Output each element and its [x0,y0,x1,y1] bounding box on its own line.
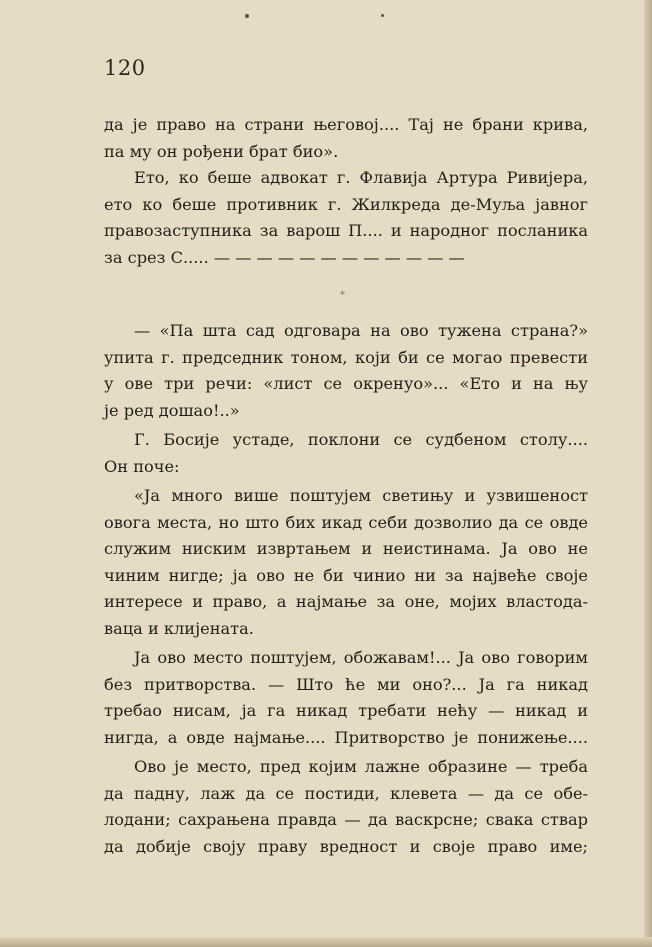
text-line: упита г. председник тоном, који би се могао превести [104,347,588,367]
text-line: да добије своју праву вредност и своје право име; [104,836,588,856]
text-line: служим ниским извртањем и неистинама. Ја ово не [104,539,588,558]
text-line: лодани; сахрањена правда — да васкрсне; свака ствар [104,810,588,829]
text-line: чиним нигде; ја ово не би чинио ни за највеће своје [104,565,588,585]
text-line: без притворства. — Што ће ми оно?... Ја га никад [104,674,588,694]
text-line: Г. Босије устаде, поклони се судбеном столу.... [134,430,588,449]
page-edge-shadow-right [644,0,652,947]
paper-speck [381,14,384,17]
text-line: да падну, лаж да се постиди, клевета — да се обе- [104,783,588,803]
text-line: ето ко беше противник г. Жилкреда де-Муља јавног [104,194,588,214]
text-line: «Ја много више поштујем светињу и узвишеност [134,486,588,505]
text-line: Ово је место, пред којим лажне образине — треба [134,757,588,776]
text-line: Ето, ко беше адвокат г. Флавија Артура Ривијера, [134,168,588,187]
text-line: у ове три речи: «лист се окренуо»... «Ето и на њу [104,374,588,393]
text-line: нигда, а овде најмање.... Притворство је понижење.... [104,727,588,747]
page-edge-shadow-bottom [0,937,652,947]
text-line: правозаступника за варош П.... и народног посланика [104,221,588,240]
section-separator-asterisk: * [340,290,345,301]
text-line-dashes: за срез С..... — — — — — — — — — — — — [104,247,465,267]
text-line: па му он рођени брат био». [104,141,339,161]
text-line: овога места, но што бих икад себи дозволио да се овде [104,512,588,532]
text-line: интересе и право, а најмање за оне, мојих властода- [104,592,588,611]
text-line: ваца и клијената. [104,618,254,638]
paper-speck [245,14,249,18]
text-line: је ред дошао!..» [104,400,240,420]
text-line: да је право на страни његовој.... Тај не брани крива, [104,115,588,134]
text-line: — «Па шта сад одговара на ово тужена страна?» [134,321,588,340]
text-line: требао нисам, ја га никад требати нећу — никад и [104,701,588,720]
text-line: Ја ово место поштујем, обожавам!... Ја ово говорим [134,648,588,667]
text-line: Он поче: [104,456,180,476]
page-number: 120 [104,56,146,80]
